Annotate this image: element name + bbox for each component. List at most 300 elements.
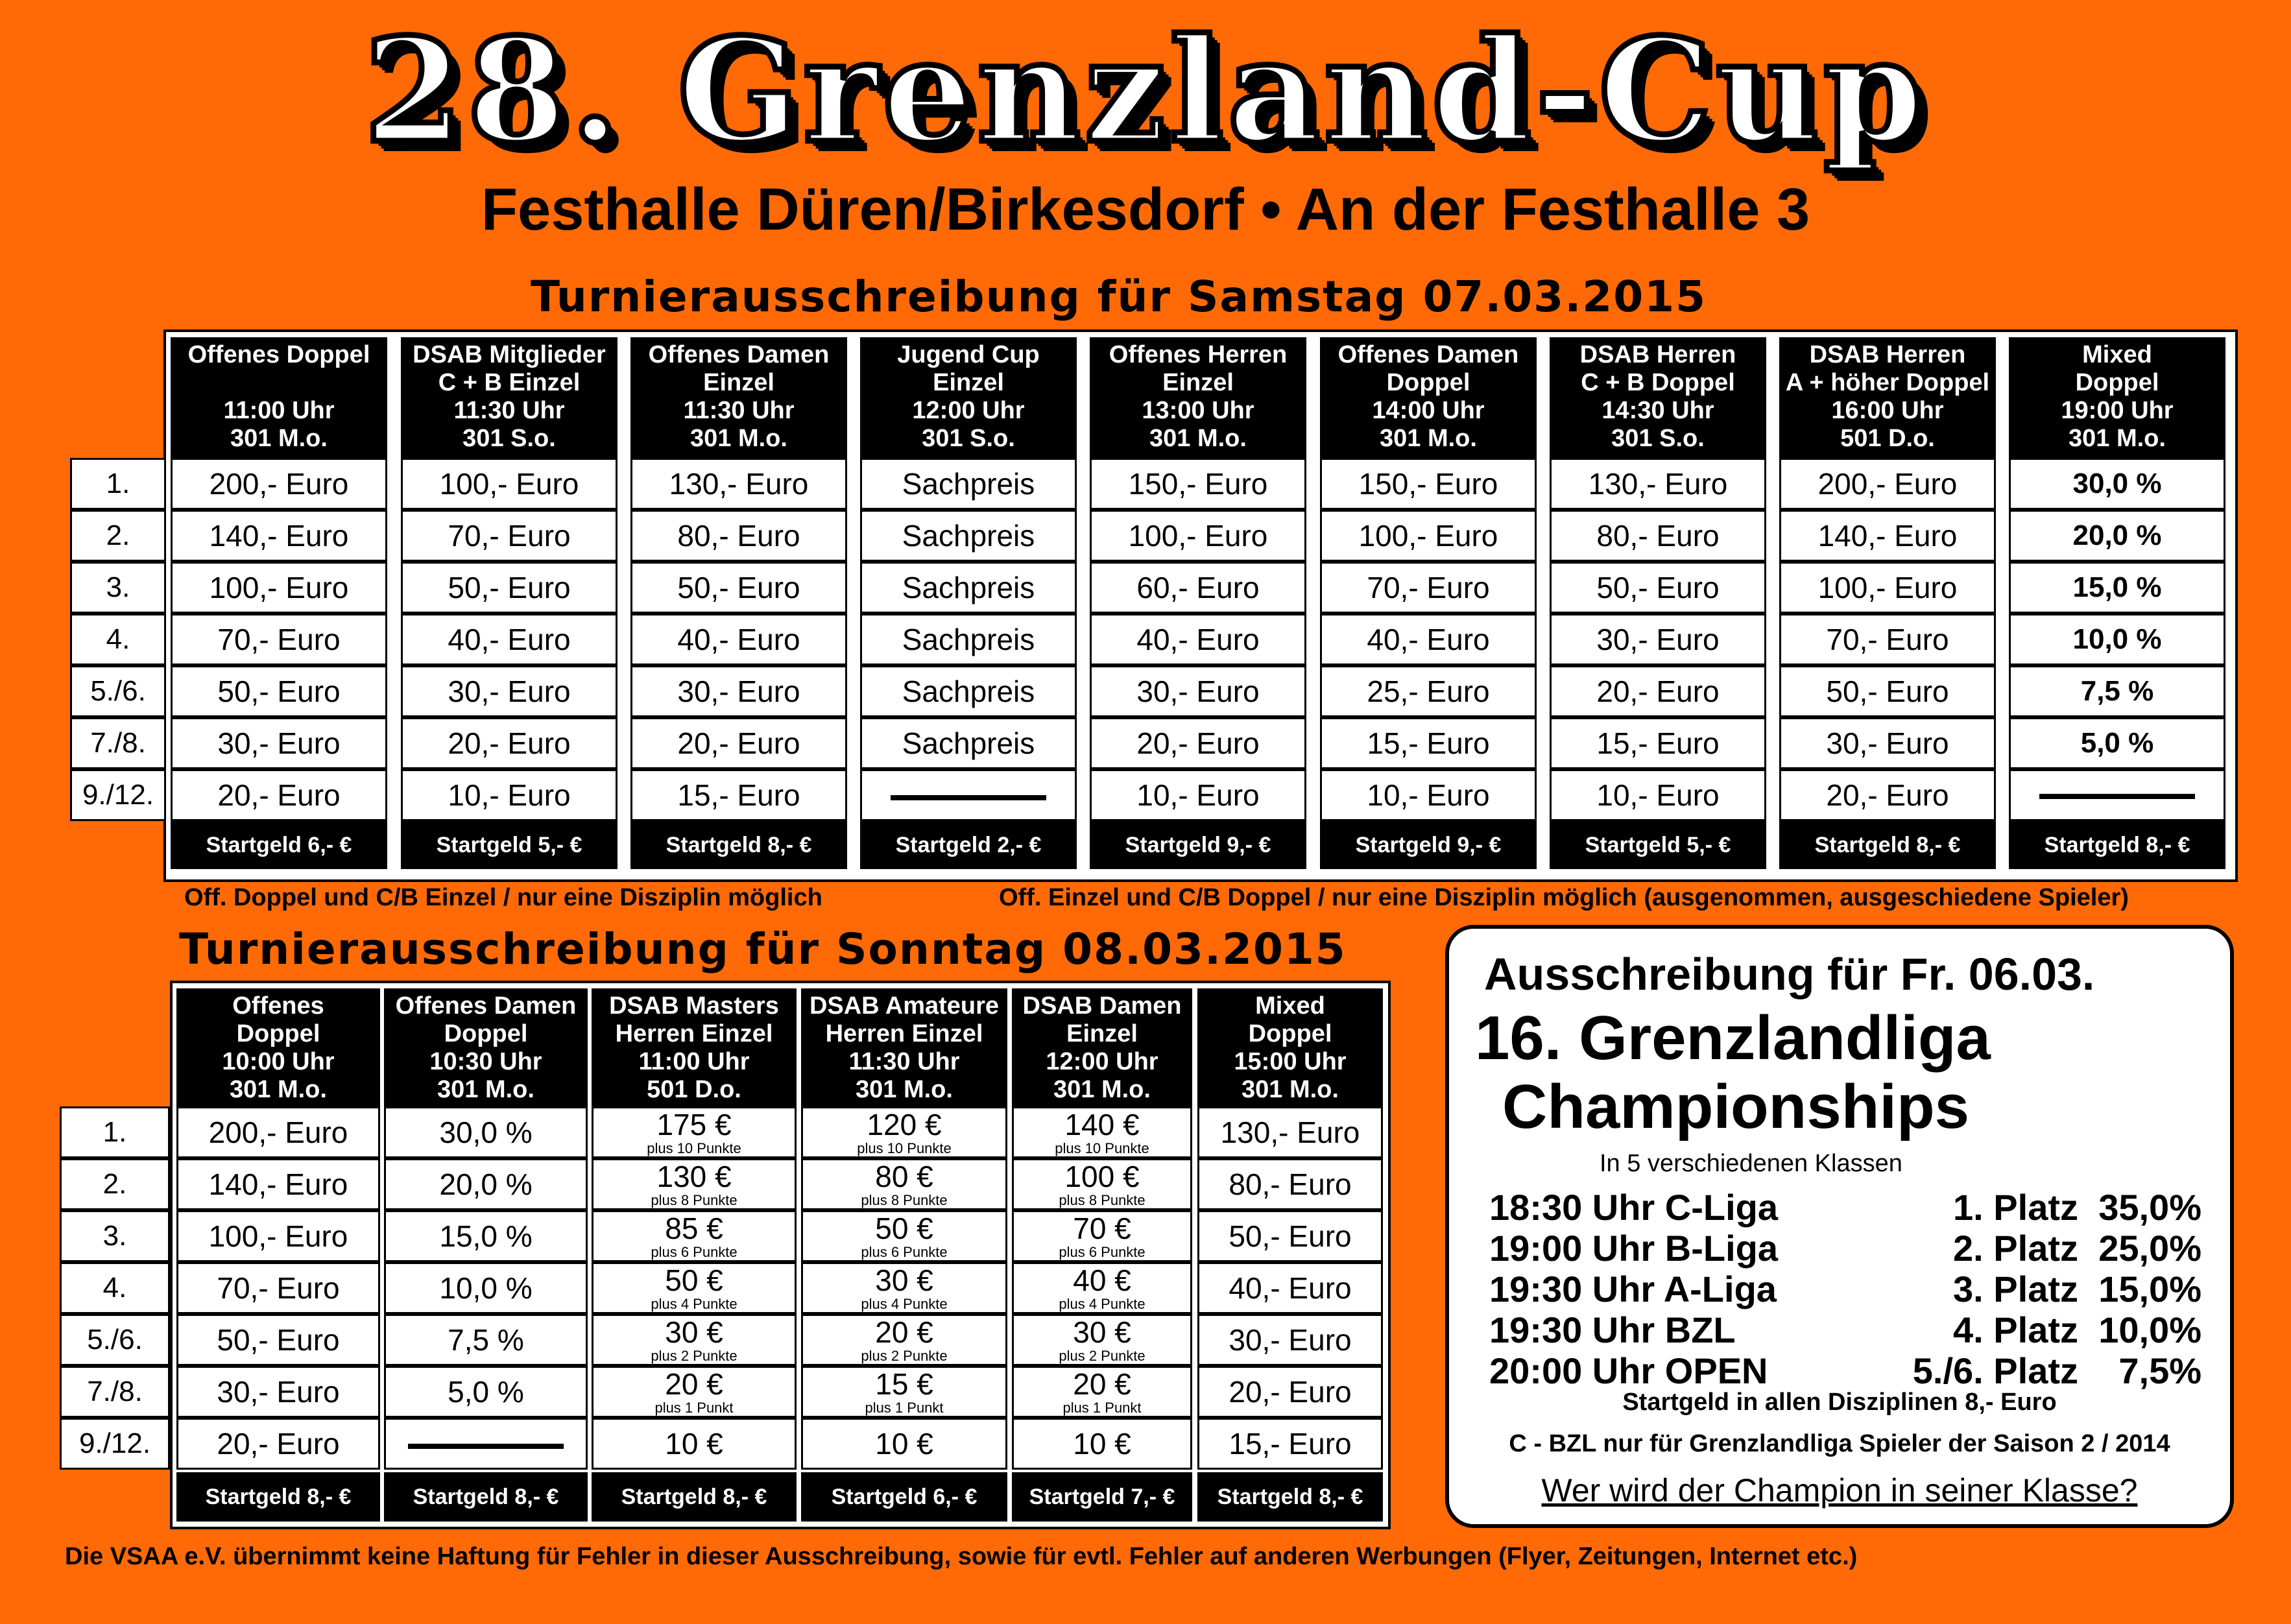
prize-amount: 15,- Euro: [1596, 726, 1720, 760]
entry-fee: Startgeld 8,- €: [176, 1472, 380, 1522]
tournament-column: [2009, 337, 2225, 869]
place-label: 7./8.: [60, 1366, 170, 1418]
prize-cell: [1197, 1106, 1383, 1158]
prize-amount: 30,- Euro: [1136, 675, 1260, 708]
prize-amount: 10,- Euro: [1596, 778, 1720, 812]
prize-cell: [801, 1158, 1007, 1210]
prize-amount: 70,- Euro: [217, 1271, 340, 1305]
prize-points: plus 4 Punkte: [651, 1296, 738, 1312]
prize-points: plus 1 Punkt: [865, 1400, 944, 1416]
prize-cell: [176, 1314, 380, 1366]
prize-cell: [630, 769, 847, 821]
entry-fee: Startgeld 5,- €: [1550, 821, 1766, 869]
prize-amount: 130,- Euro: [669, 467, 809, 501]
prize-cell: [1090, 717, 1306, 769]
prize-amount: 30,- Euro: [1596, 623, 1720, 656]
prize-cell: [401, 665, 618, 717]
prize-amount: 175 €: [656, 1108, 732, 1141]
prize-cell: [1197, 1262, 1383, 1314]
tournament-column: [171, 337, 387, 869]
prize-amount: 5,0 %: [448, 1375, 524, 1409]
schedule-place: 4. Platz: [1953, 1309, 2078, 1350]
prize-cell: [1197, 1158, 1383, 1210]
prize-amount: 140 €: [1064, 1108, 1140, 1141]
tournament-column: [1090, 337, 1306, 869]
prize-amount: 80,- Euro: [1229, 1167, 1352, 1201]
prize-cell: [1779, 458, 1996, 510]
prize-amount: 5,0 %: [2080, 727, 2154, 759]
place-label: 9./12.: [60, 1418, 170, 1470]
prize-amount: 100,- Euro: [1128, 519, 1268, 553]
prize-amount: 20,- Euro: [1826, 778, 1949, 812]
prize-amount: 20 €: [1073, 1367, 1131, 1401]
prize-amount: 70,- Euro: [1367, 571, 1490, 604]
prize-amount: 20,0 %: [2072, 519, 2162, 551]
prize-amount: 100 €: [1064, 1160, 1140, 1193]
prize-cell: [1012, 1418, 1192, 1470]
prize-amount: 30,- Euro: [1229, 1323, 1352, 1357]
prize-amount: 200,- Euro: [1817, 467, 1958, 501]
prize-cell: [860, 614, 1077, 665]
prize-amount: 30 €: [1073, 1315, 1131, 1349]
place-label: 2.: [60, 1158, 170, 1210]
prize-cell: [1012, 1158, 1192, 1210]
prize-cell: [1320, 614, 1537, 665]
tournament-column: [1320, 337, 1537, 869]
prize-points: plus 1 Punkt: [654, 1400, 734, 1416]
prize-cell: [176, 1106, 380, 1158]
prize-points: plus 4 Punkte: [861, 1296, 948, 1312]
prize-amount: 50,- Euro: [217, 1323, 340, 1357]
prize-cell: [860, 510, 1077, 562]
prize-cell: [1090, 458, 1306, 510]
prize-cell: [2009, 614, 2225, 665]
friday-title-line1: 16. Grenzlandliga: [1475, 1003, 1991, 1073]
prize-amount: 80,- Euro: [677, 519, 800, 553]
schedule-time: 19:30 Uhr A-Liga: [1489, 1269, 1777, 1309]
prize-cell: [592, 1158, 797, 1210]
prize-cell: [1320, 510, 1537, 562]
page-title: 28. Grenzland-Cup: [363, 6, 1928, 174]
prize-cell: [1090, 614, 1306, 665]
schedule-time: 20:00 Uhr OPEN: [1489, 1350, 1768, 1391]
column-header: DSAB Herren A + höher Doppel 16:00 Uhr 501 D.o.: [1779, 337, 1996, 458]
entry-fee: Startgeld 6,- €: [171, 821, 387, 869]
prize-amount: 10 €: [665, 1427, 723, 1461]
prize-cell: [1779, 717, 1996, 769]
prize-points: plus 10 Punkte: [1055, 1140, 1149, 1156]
prize-cell: [401, 458, 618, 510]
prize-cell: [1779, 510, 1996, 562]
column-header: Jugend Cup Einzel 12:00 Uhr 301 S.o.: [860, 337, 1077, 458]
prize-cell: [401, 510, 618, 562]
prize-cell: [171, 614, 387, 665]
prize-cell: [1320, 769, 1537, 821]
prize-amount: 70,- Euro: [448, 519, 571, 553]
prize-amount: 80 €: [875, 1160, 933, 1193]
prize-cell: [1320, 562, 1537, 614]
prize-amount: 50,- Euro: [1229, 1219, 1352, 1253]
tournament-column: [801, 988, 1007, 1522]
schedule-percent: 10,0%: [2098, 1309, 2201, 1350]
column-header: DSAB Amateure Herren Einzel 11:30 Uhr 301 M.o.: [801, 988, 1007, 1106]
prize-cell: [801, 1314, 1007, 1366]
prize-amount: 10,0 %: [439, 1271, 533, 1305]
prize-cell: [1550, 510, 1766, 562]
prize-cell: [801, 1210, 1007, 1262]
column-header: DSAB Mitglieder C + B Einzel 11:30 Uhr 301 S.o.: [401, 337, 618, 458]
prize-amount: 40,- Euro: [1229, 1271, 1352, 1305]
place-label: 2.: [70, 510, 166, 562]
prize-amount: 50 €: [875, 1212, 933, 1245]
prize-amount: 85 €: [665, 1212, 723, 1245]
column-header: Mixed Doppel 19:00 Uhr 301 M.o.: [2009, 337, 2225, 458]
prize-points: plus 2 Punkte: [861, 1348, 948, 1364]
prize-amount: 150,- Euro: [1128, 467, 1268, 501]
prize-cell: [1550, 717, 1766, 769]
saturday-note-right: Off. Einzel und C/B Doppel / nur eine Disziplin möglich (ausgenommen, ausgeschiedene Spieler): [999, 884, 2129, 911]
prize-cell: [592, 1106, 797, 1158]
prize-amount: 7,5 %: [2080, 675, 2154, 707]
prize-cell: [1779, 562, 1996, 614]
prize-cell: [2009, 562, 2225, 614]
prize-amount: 130,- Euro: [1220, 1116, 1360, 1149]
prize-cell: [2009, 510, 2225, 562]
prize-cell: [630, 510, 847, 562]
prize-cell: [860, 665, 1077, 717]
prize-cell: [1550, 665, 1766, 717]
entry-fee: Startgeld 8,- €: [630, 821, 847, 869]
place-label: 4.: [60, 1262, 170, 1314]
no-prize-line: [408, 1444, 564, 1449]
prize-amount: 20,- Euro: [1229, 1375, 1352, 1409]
prize-amount: 70,- Euro: [217, 623, 341, 656]
prize-points: plus 8 Punkte: [861, 1192, 948, 1208]
prize-amount: Sachpreis: [902, 519, 1035, 553]
entry-fee: Startgeld 9,- €: [1320, 821, 1537, 869]
prize-amount: 130,- Euro: [1588, 467, 1728, 501]
prize-points: plus 8 Punkte: [651, 1192, 738, 1208]
prize-amount: 140,- Euro: [1817, 519, 1958, 553]
prize-amount: 15,- Euro: [1229, 1427, 1352, 1461]
place-label: 5./6.: [60, 1314, 170, 1366]
prize-amount: 30,0 %: [439, 1116, 533, 1149]
prize-amount: 120 €: [867, 1108, 942, 1141]
friday-slogan: Wer wird der Champion in seiner Klasse?: [1541, 1472, 2138, 1509]
prize-amount: 100,- Euro: [1358, 519, 1498, 553]
prize-amount: 20,- Euro: [217, 1427, 340, 1461]
prize-amount: 7,5 %: [448, 1323, 524, 1357]
prize-cell: [1197, 1210, 1383, 1262]
prize-cell: [1320, 665, 1537, 717]
prize-amount: 20 €: [665, 1367, 723, 1401]
prize-cell: [860, 769, 1077, 821]
schedule-percent: 15,0%: [2098, 1269, 2201, 1309]
tournament-column: [176, 988, 380, 1522]
prize-amount: 15,0 %: [439, 1219, 533, 1253]
friday-bzl-note: C - BZL nur für Grenzlandliga Spieler der Saison 2 / 2014: [1509, 1430, 2170, 1457]
prize-cell: [401, 769, 618, 821]
prize-amount: 50,- Euro: [1596, 571, 1720, 604]
saturday-heading: Turnierausschreibung für Samstag 07.03.2015: [531, 272, 1707, 322]
place-label: 1.: [60, 1106, 170, 1158]
prize-cell: [1090, 769, 1306, 821]
prize-amount: 30,0 %: [2072, 468, 2162, 499]
prize-cell: [384, 1418, 588, 1470]
prize-amount: 100,- Euro: [1817, 571, 1958, 604]
prize-cell: [860, 717, 1077, 769]
prize-amount: 40,- Euro: [448, 623, 571, 656]
prize-cell: [384, 1314, 588, 1366]
no-prize-line: [891, 795, 1046, 800]
prize-cell: [401, 717, 618, 769]
prize-amount: 30,- Euro: [1826, 726, 1949, 760]
prize-amount: 40,- Euro: [677, 623, 800, 656]
prize-cell: [176, 1262, 380, 1314]
prize-amount: 50,- Euro: [217, 675, 341, 708]
schedule-percent: 7,5%: [2118, 1350, 2201, 1391]
prize-points: plus 8 Punkte: [1059, 1192, 1146, 1208]
prize-amount: 30,- Euro: [677, 675, 800, 708]
column-header: DSAB Herren C + B Doppel 14:30 Uhr 301 S.o.: [1550, 337, 1766, 458]
prize-amount: 200,- Euro: [208, 1116, 348, 1149]
prize-amount: 20 €: [875, 1315, 933, 1349]
prize-cell: [176, 1418, 380, 1470]
prize-cell: [860, 458, 1077, 510]
column-header: Offenes Damen Doppel 14:00 Uhr 301 M.o.: [1320, 337, 1537, 458]
prize-amount: 100,- Euro: [439, 467, 579, 501]
prize-amount: 50,- Euro: [1826, 675, 1949, 708]
prize-cell: [1779, 614, 1996, 665]
prize-amount: 10,0 %: [2072, 623, 2162, 655]
prize-amount: 20,- Euro: [677, 726, 800, 760]
place-label: 7./8.: [70, 717, 166, 769]
prize-cell: [384, 1210, 588, 1262]
saturday-note-left: Off. Doppel und C/B Einzel / nur eine Disziplin möglich: [184, 884, 822, 911]
place-label: 5./6.: [70, 665, 166, 717]
no-prize-line: [2039, 794, 2195, 799]
prize-amount: 130 €: [656, 1160, 732, 1193]
schedule-place: 2. Platz: [1953, 1228, 2078, 1269]
prize-amount: 20,0 %: [439, 1167, 533, 1201]
column-header: Mixed Doppel 15:00 Uhr 301 M.o.: [1197, 988, 1383, 1106]
prize-points: plus 1 Punkt: [1062, 1400, 1142, 1416]
prize-amount: 15 €: [875, 1367, 933, 1401]
prize-cell: [592, 1418, 797, 1470]
prize-cell: [1090, 510, 1306, 562]
prize-cell: [1779, 769, 1996, 821]
prize-amount: 10,- Euro: [1136, 778, 1260, 812]
prize-cell: [1090, 562, 1306, 614]
prize-amount: 200,- Euro: [209, 467, 349, 501]
prize-points: plus 2 Punkte: [651, 1348, 738, 1364]
prize-points: plus 2 Punkte: [1059, 1348, 1146, 1364]
schedule-time: 18:30 Uhr C-Liga: [1489, 1187, 1778, 1228]
prize-cell: [176, 1158, 380, 1210]
prize-amount: 30,- Euro: [217, 726, 341, 760]
tournament-column: [630, 337, 847, 869]
prize-amount: 10 €: [1073, 1427, 1131, 1461]
prize-amount: 10 €: [875, 1427, 933, 1461]
prize-cell: [384, 1106, 588, 1158]
prize-cell: [1197, 1314, 1383, 1366]
prize-amount: 70 €: [1073, 1212, 1131, 1245]
prize-cell: [1197, 1418, 1383, 1470]
prize-amount: 50,- Euro: [677, 571, 800, 604]
friday-heading: Ausschreibung für Fr. 06.03.: [1484, 949, 2095, 999]
prize-cell: [630, 717, 847, 769]
place-label: 1.: [70, 458, 166, 510]
prize-cell: [1197, 1366, 1383, 1418]
prize-cell: [592, 1314, 797, 1366]
prize-cell: [1550, 562, 1766, 614]
prize-cell: [801, 1366, 1007, 1418]
prize-amount: 150,- Euro: [1358, 467, 1498, 501]
prize-amount: Sachpreis: [902, 726, 1035, 760]
tournament-column: [1550, 337, 1766, 869]
column-header: Offenes Doppel 11:00 Uhr 301 M.o.: [171, 337, 387, 458]
entry-fee: Startgeld 6,- €: [801, 1472, 1007, 1522]
prize-cell: [801, 1418, 1007, 1470]
prize-amount: 100,- Euro: [208, 1219, 348, 1253]
prize-cell: [176, 1210, 380, 1262]
entry-fee: Startgeld 8,- €: [384, 1472, 588, 1522]
prize-amount: 10,- Euro: [1367, 778, 1490, 812]
disclaimer: Die VSAA e.V. übernimmt keine Haftung für Fehler in dieser Ausschreibung, sowie für evtl. Fehler auf anderen Werbungen (Flyer, Zeitungen, Internet etc.): [65, 1543, 1858, 1570]
prize-cell: [2009, 458, 2225, 510]
prize-amount: 100,- Euro: [209, 571, 349, 604]
schedule-time: 19:30 Uhr BZL: [1489, 1309, 1736, 1350]
prize-amount: 15,- Euro: [1367, 726, 1490, 760]
prize-amount: 15,- Euro: [677, 778, 800, 812]
prize-cell: [171, 562, 387, 614]
prize-amount: 140,- Euro: [209, 519, 349, 553]
prize-cell: [171, 717, 387, 769]
prize-cell: [1550, 769, 1766, 821]
entry-fee: Startgeld 2,- €: [860, 821, 1077, 869]
column-header: DSAB Masters Herren Einzel 11:00 Uhr 501 D.o.: [592, 988, 797, 1106]
prize-cell: [171, 769, 387, 821]
prize-cell: [401, 562, 618, 614]
prize-amount: 50 €: [665, 1263, 723, 1297]
prize-amount: 20,- Euro: [217, 778, 341, 812]
prize-cell: [171, 458, 387, 510]
prize-cell: [171, 510, 387, 562]
schedule-time: 19:00 Uhr B-Liga: [1489, 1228, 1778, 1269]
friday-fee-note: Startgeld in allen Disziplinen 8,- Euro: [1622, 1389, 2057, 1416]
prize-cell: [592, 1210, 797, 1262]
tournament-column: [384, 988, 588, 1522]
schedule-place: 5./6. Platz: [1912, 1350, 2078, 1391]
entry-fee: Startgeld 8,- €: [2009, 821, 2225, 869]
prize-amount: 30,- Euro: [448, 675, 571, 708]
prize-points: plus 6 Punkte: [651, 1244, 738, 1260]
prize-cell: [1012, 1366, 1192, 1418]
tournament-column: [592, 988, 797, 1522]
venue-subtitle: Festhalle Düren/Birkesdorf • An der Festhalle 3: [481, 176, 1810, 243]
prize-amount: 70,- Euro: [1826, 623, 1949, 656]
place-label: 9./12.: [70, 769, 166, 821]
tournament-column: [1197, 988, 1383, 1522]
prize-cell: [860, 562, 1077, 614]
prize-amount: 40,- Euro: [1136, 623, 1260, 656]
prize-cell: [171, 665, 387, 717]
prize-amount: 30,- Euro: [217, 1375, 340, 1409]
sunday-heading: Turnierausschreibung für Sonntag 08.03.2015: [179, 924, 1347, 974]
prize-cell: [592, 1366, 797, 1418]
prize-cell: [1320, 717, 1537, 769]
entry-fee: Startgeld 8,- €: [592, 1472, 797, 1522]
prize-cell: [384, 1158, 588, 1210]
prize-cell: [801, 1262, 1007, 1314]
tournament-column: [1779, 337, 1996, 869]
prize-cell: [384, 1366, 588, 1418]
prize-amount: 15,0 %: [2072, 571, 2162, 603]
prize-cell: [384, 1262, 588, 1314]
prize-cell: [1012, 1210, 1192, 1262]
prize-cell: [2009, 717, 2225, 769]
entry-fee: Startgeld 7,- €: [1012, 1472, 1192, 1522]
prize-cell: [2009, 769, 2225, 821]
prize-cell: [1779, 665, 1996, 717]
column-header: Offenes Damen Doppel 10:30 Uhr 301 M.o.: [384, 988, 588, 1106]
prize-cell: [630, 665, 847, 717]
prize-amount: 10,- Euro: [448, 778, 571, 812]
schedule-percent: 25,0%: [2098, 1228, 2201, 1269]
tournament-column: [1012, 988, 1192, 1522]
prize-amount: 30 €: [875, 1263, 933, 1297]
prize-amount: Sachpreis: [902, 675, 1035, 708]
prize-amount: Sachpreis: [902, 571, 1035, 604]
prize-points: plus 6 Punkte: [861, 1244, 948, 1260]
prize-amount: 140,- Euro: [208, 1167, 348, 1201]
tournament-column: [401, 337, 618, 869]
prize-cell: [630, 562, 847, 614]
place-label: 3.: [70, 562, 166, 614]
prize-cell: [592, 1262, 797, 1314]
prize-cell: [1320, 458, 1537, 510]
prize-cell: [1012, 1314, 1192, 1366]
schedule-percent: 35,0%: [2098, 1187, 2201, 1228]
friday-title-line2: Championships: [1502, 1072, 1970, 1141]
entry-fee: Startgeld 8,- €: [1779, 821, 1996, 869]
prize-amount: 25,- Euro: [1367, 675, 1490, 708]
tournament-column: [860, 337, 1077, 869]
prize-amount: 20,- Euro: [1136, 726, 1260, 760]
prize-cell: [401, 614, 618, 665]
prize-cell: [1090, 665, 1306, 717]
prize-amount: 40,- Euro: [1367, 623, 1490, 656]
prize-cell: [630, 614, 847, 665]
column-header: Offenes Damen Einzel 11:30 Uhr 301 M.o.: [630, 337, 847, 458]
prize-cell: [2009, 665, 2225, 717]
entry-fee: Startgeld 8,- €: [1197, 1472, 1383, 1522]
prize-amount: Sachpreis: [902, 623, 1035, 656]
prize-amount: 30 €: [665, 1315, 723, 1349]
friday-classes-note: In 5 verschiedenen Klassen: [1600, 1150, 1902, 1177]
prize-points: plus 10 Punkte: [647, 1140, 741, 1156]
entry-fee: Startgeld 5,- €: [401, 821, 618, 869]
prize-cell: [1012, 1262, 1192, 1314]
prize-amount: 50,- Euro: [448, 571, 571, 604]
column-header: Offenes Doppel 10:00 Uhr 301 M.o.: [176, 988, 380, 1106]
entry-fee: Startgeld 9,- €: [1090, 821, 1306, 869]
prize-amount: 40 €: [1073, 1263, 1131, 1297]
column-header: Offenes Herren Einzel 13:00 Uhr 301 M.o.: [1090, 337, 1306, 458]
prize-cell: [1550, 458, 1766, 510]
schedule-place: 1. Platz: [1953, 1187, 2078, 1228]
prize-cell: [801, 1106, 1007, 1158]
